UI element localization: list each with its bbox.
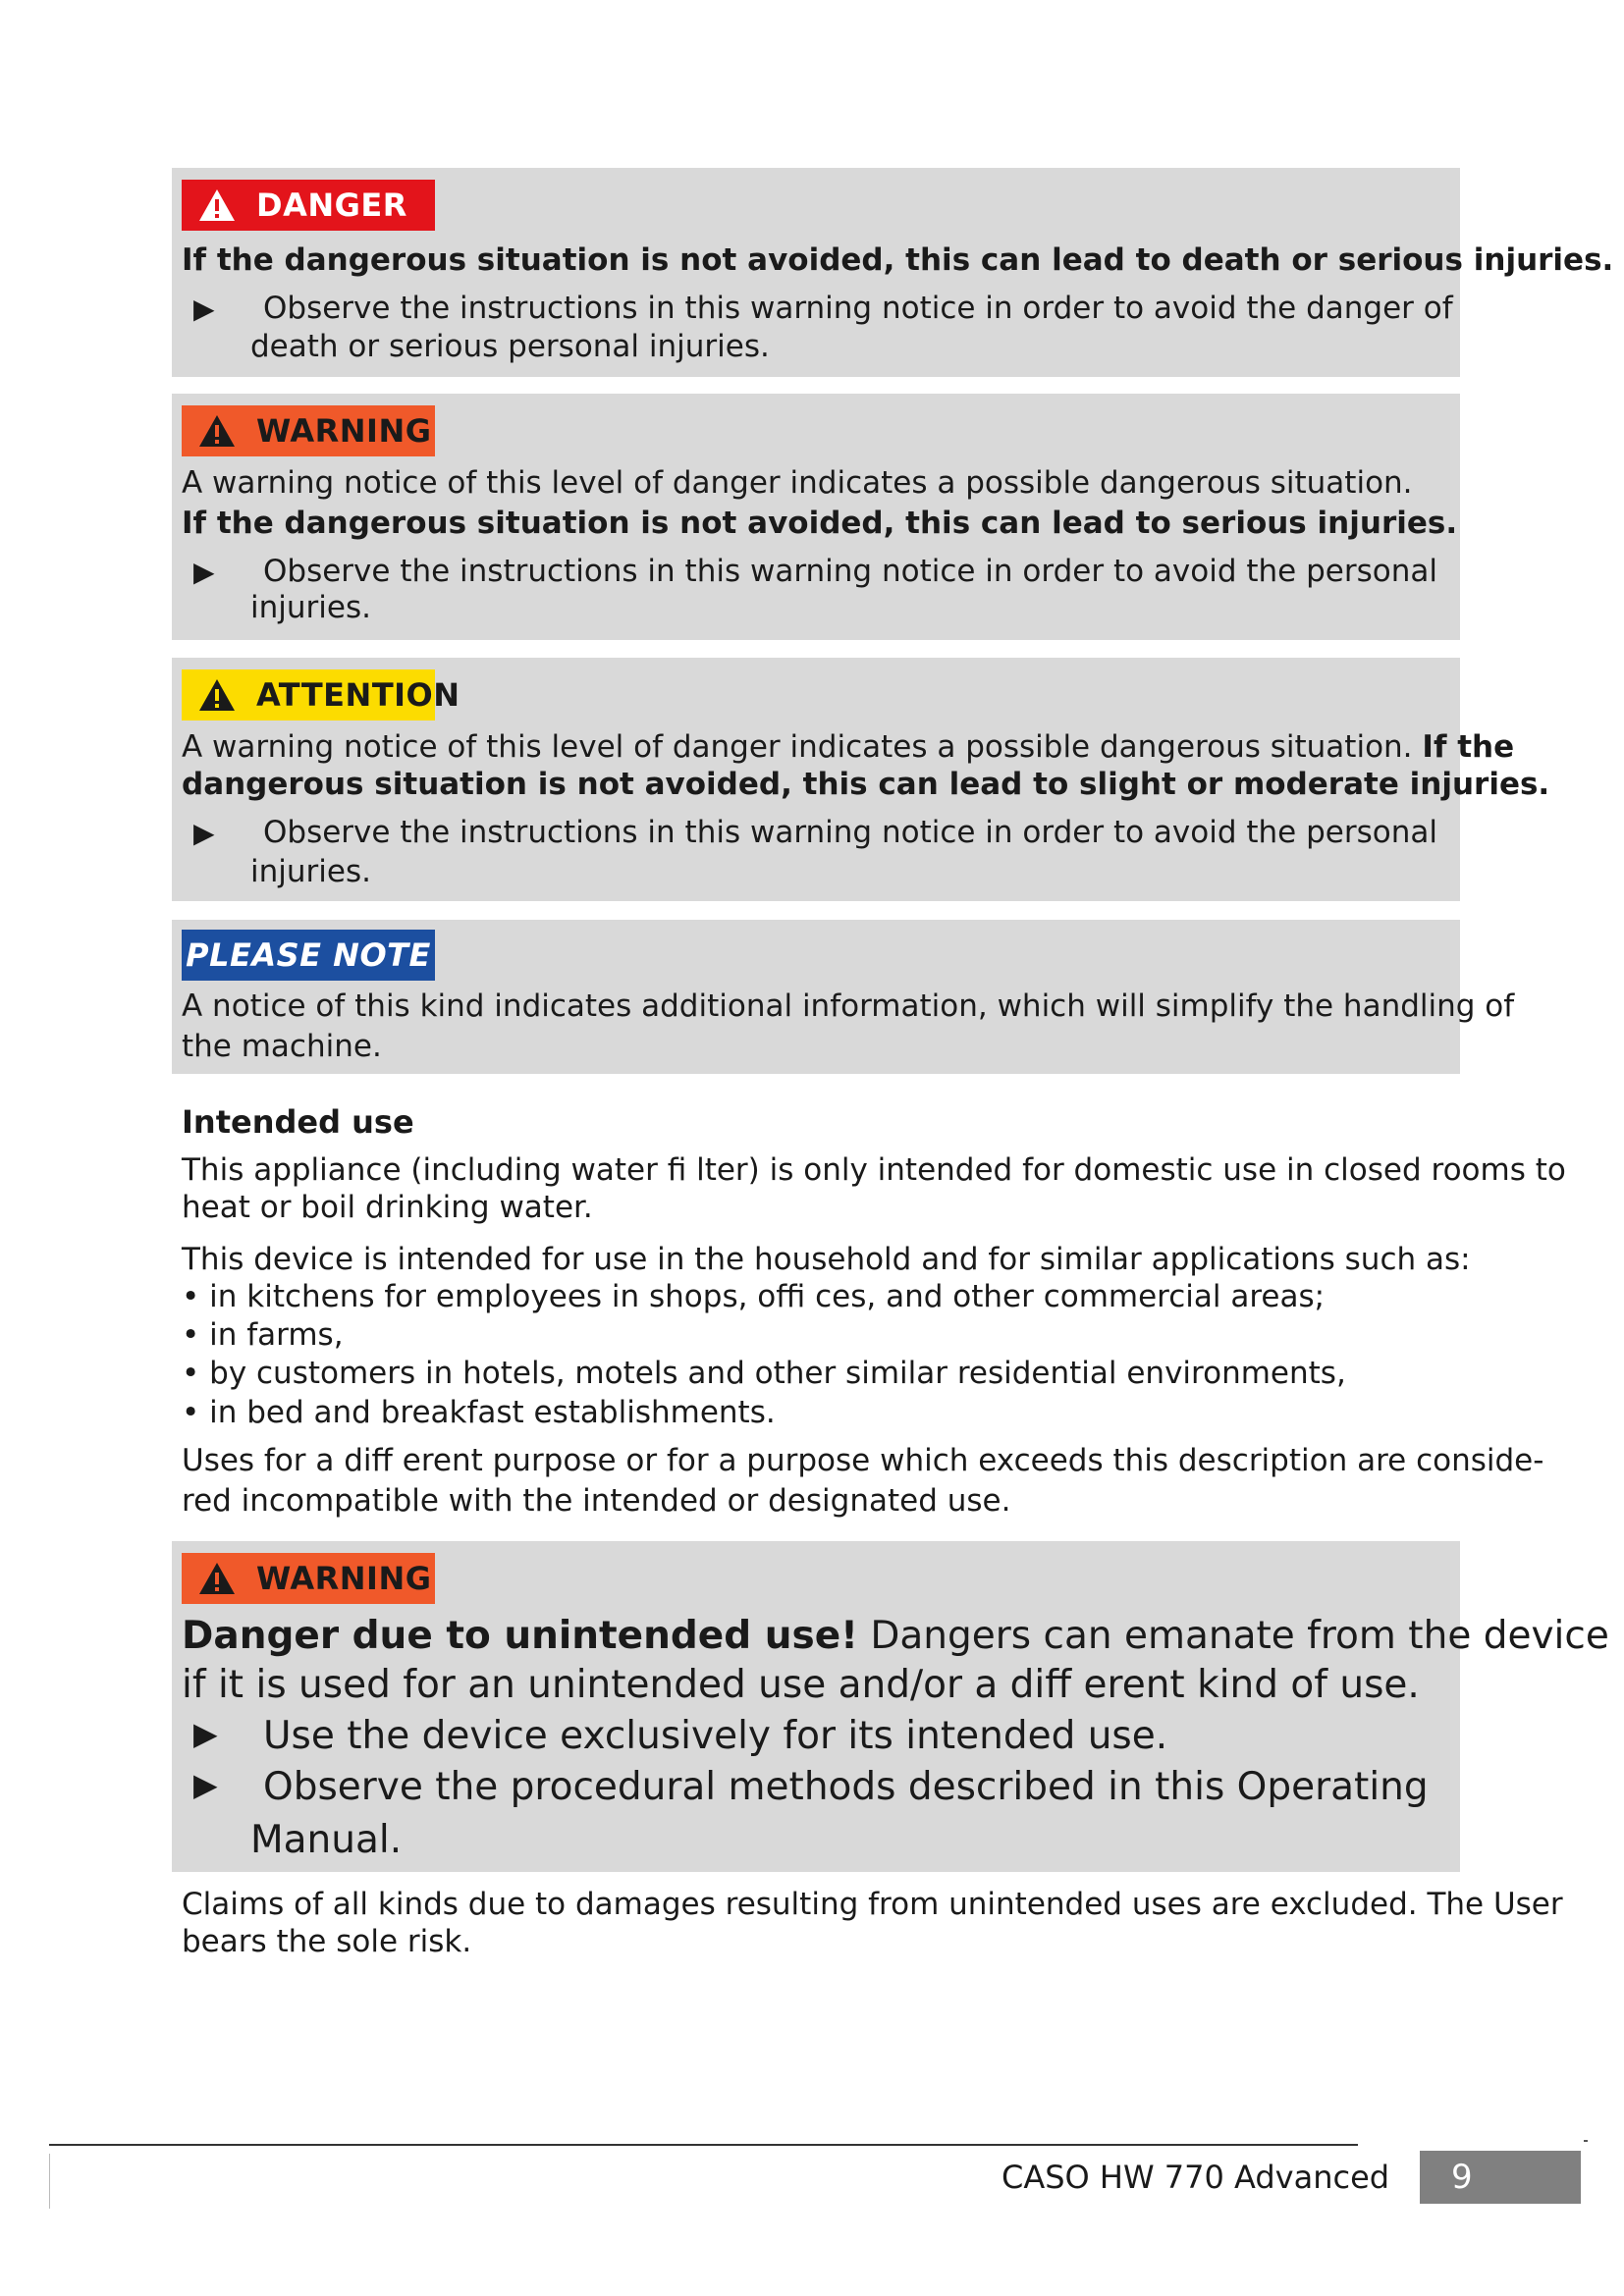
warning-headline: If the dangerous situation is not avoided, this can lead to serious injuries. [182, 506, 1458, 541]
danger-instruction-line1: Observe the instructions in this warning notice in order to avoid the danger of [263, 291, 1453, 326]
list-item: • in kitchens for employees in shops, offi ces, and other commercial areas; [182, 1279, 1326, 1314]
note-line1: A notice of this kind indicates additional information, which will simplify the handling of [182, 988, 1515, 1024]
intended-use-p3-line2: red incompatible with the intended or designated use. [182, 1483, 1011, 1519]
bullet-icon: ▶ [193, 1766, 218, 1803]
bullet-icon: ▶ [193, 1715, 218, 1752]
claims-line2: bears the sole risk. [182, 1924, 472, 1959]
list-item: • in bed and breakfast establishments. [182, 1395, 776, 1430]
intended-use-p1-line2: heat or boil drinking water. [182, 1190, 593, 1225]
claims-line1: Claims of all kinds due to damages resulting from unintended uses are excluded. The User [182, 1887, 1563, 1922]
warning-label [182, 1553, 435, 1604]
attention-description [182, 728, 1514, 767]
danger-label-text: DANGER [256, 187, 407, 224]
danger-instruction-line2: death or serious personal injuries. [250, 329, 770, 364]
note-notice-box [172, 920, 1515, 1074]
warning-triangle-icon [197, 413, 237, 449]
unintended-use-line2: if it is used for an unintended use and/or a diff erent kind of use. [182, 1663, 1420, 1707]
note-label-text: PLEASE NOTE [186, 936, 431, 974]
note-line2: the machine. [182, 1029, 382, 1064]
attention-headline: dangerous situation is not avoided, this can lead to slight or moderate injuries. [182, 767, 1550, 802]
attention-instruction-line2: injuries. [250, 854, 371, 889]
warning-triangle-icon [197, 677, 237, 713]
footer-tick [49, 2154, 50, 2209]
warning-label-text: WARNING [256, 1560, 432, 1597]
list-item: • in farms, [182, 1317, 344, 1353]
note-label [182, 930, 435, 981]
unintended-use-bullet-2-cont: Manual. [250, 1818, 403, 1862]
unintended-use-headline [182, 1612, 1609, 1661]
intended-use-p3-line1: Uses for a diff erent purpose or for a purpose which exceeds this description are conside- [182, 1443, 1544, 1478]
unintended-use-bullet-2: Observe the procedural methods described in this Operating [263, 1765, 1429, 1809]
unintended-use-headline-bold: Danger due to unintended use! [182, 1614, 858, 1658]
warning-instruction-line2: injuries. [250, 590, 371, 625]
intended-use-heading: Intended use [182, 1103, 414, 1141]
warning-label-text: WARNING [256, 412, 432, 450]
attention-headline-start: If the [1422, 729, 1515, 765]
warning-label [182, 405, 435, 456]
warning-triangle-icon [197, 1561, 237, 1596]
warning-instruction-line1: Observe the instructions in this warning notice in order to avoid the personal [263, 554, 1437, 589]
unintended-use-bullet-1: Use the device exclusively for its intended use. [263, 1714, 1168, 1758]
footer-product-title: CASO HW 770 Advanced [1001, 2159, 1390, 2196]
intended-use-p2-intro: This device is intended for use in the household and for similar applications such as: [182, 1242, 1471, 1277]
danger-headline: If the dangerous situation is not avoided, this can lead to death or serious injuries. [182, 242, 1614, 278]
bullet-icon: ▶ [193, 556, 215, 588]
attention-instruction-line1: Observe the instructions in this warning notice in order to avoid the personal [263, 815, 1437, 850]
warning-notice-box [172, 394, 1460, 640]
bullet-icon: ▶ [193, 293, 215, 325]
list-item: • by customers in hotels, motels and other similar residential environments, [182, 1356, 1346, 1391]
attention-description-text: A warning notice of this level of danger indicates a possible dangerous situation. [182, 729, 1413, 765]
intended-use-p1-line1: This appliance (including water fi lter) is only intended for domestic use in closed rooms to [182, 1152, 1566, 1188]
danger-label [182, 180, 435, 231]
attention-label [182, 669, 460, 721]
footer-rule [49, 2144, 1358, 2146]
attention-notice-box [172, 658, 1550, 901]
unintended-use-warning-box [172, 1541, 1609, 1872]
attention-label-text: ATTENTION [256, 676, 460, 714]
bullet-icon: ▶ [193, 817, 215, 849]
warning-triangle-icon [197, 187, 237, 223]
footer-mark [1584, 2140, 1588, 2142]
warning-description: A warning notice of this level of danger indicates a possible dangerous situation. [182, 465, 1413, 501]
unintended-use-headline-rest: Dangers can emanate from the device [857, 1614, 1609, 1658]
page-number: 9 [1420, 2151, 1581, 2204]
danger-notice-box [172, 168, 1614, 377]
